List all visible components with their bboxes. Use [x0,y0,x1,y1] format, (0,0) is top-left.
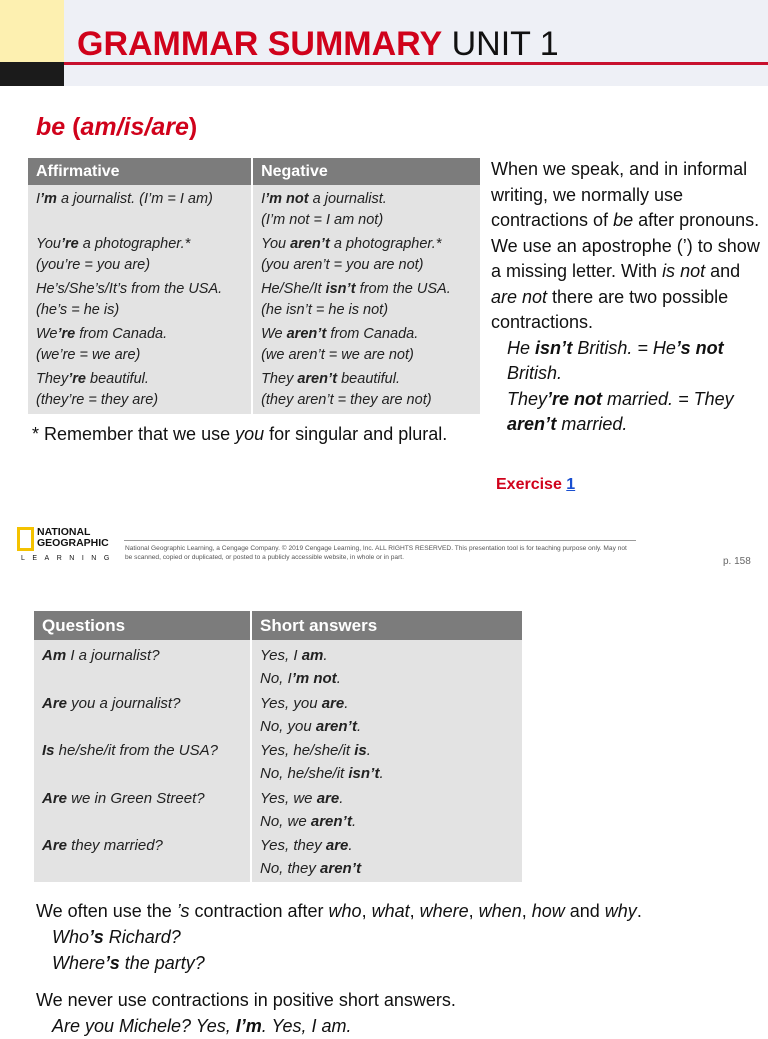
page-number: p. 158 [723,556,751,567]
col-negative: Negative [252,158,480,185]
question-cell: Are we in Green Street? [34,787,251,835]
wh-example-2: Where’s the party? [52,953,205,973]
affirmative-cell: They’re beautiful. (they’re = they are) [28,369,252,414]
section-heading-be [36,112,197,142]
table-row [28,234,480,279]
title-grammar-summary: GRAMMAR SUMMARY [77,25,443,63]
heading-forms: am/is/are [80,113,189,141]
table-row [28,324,480,369]
short-answer-note: We never use contractions in positive short answers. [36,990,456,1010]
table-header-row [34,611,522,640]
question-cell: Am I a journalist? [34,640,251,692]
question-cell: Are they married? [34,834,251,882]
short-answer-example: Are you Michele? Yes, I’m. Yes, I am. [52,1016,352,1036]
title-unit: UNIT 1 [451,25,559,63]
heading-be: be [36,113,66,141]
negative-cell: We aren’t from Canada. (we aren’t = we are not) [261,326,419,363]
question-cell: Is he/she/it from the USA? [34,739,251,787]
col-questions: Questions [34,611,251,640]
logo-line-2: GEOGRAPHIC [37,537,109,549]
logo-line-3: LEARNING [21,555,117,562]
negative-cell: You aren’t a photographer.* (you aren’t = you are not) [261,236,442,273]
contractions-note [491,157,761,438]
note-example-1: He isn’t British. = He’s not British. [507,337,724,383]
affirmative-cell: You’re a photographer.* (you’re = you are) [28,234,252,279]
table-row [34,787,522,835]
footer-divider [124,540,636,541]
answer-cell: Yes, I am. No, I’m not. [260,647,341,687]
affirmative-cell: I’m a journalist. (I’m = I am) [28,185,252,234]
bottom-notes [36,898,756,1039]
remember-note: * Remember that we use you for singular and plural. [32,424,448,444]
negative-cell: He/She/It isn’t from the USA. (he isn’t = he is not) [261,281,451,318]
table-row [28,279,480,324]
affirmative-cell: He’s/She’s/It’s from the USA. (he’s = he is) [28,279,252,324]
exercise-label: Exercise [496,476,567,493]
note-paragraph: When we speak, and in informal writing, we normally use contractions of be after pronouns. We use an apostrophe (’) to show a missing letter. With is not and are not there are two possible contractions. [491,159,760,332]
questions-short-answers-table [34,611,522,882]
table-row [34,834,522,882]
legal-notice: National Geographic Learning, a Cengage Company. © 2019 Cengage Learning, Inc. ALL RIGHTS RESERVED. This presentation tool is for teaching purpose only. May not be scanned, copied or duplicated, or posted to a publicly accessible website, in whole or in part. [125,545,627,561]
negative-cell: They aren’t beautiful. (they aren’t = they are not) [261,371,432,408]
heading-open: ( [65,113,81,141]
header-accent-yellow [0,0,64,62]
table-row [28,369,480,414]
affirmative-negative-table [28,158,480,414]
exercise-reference [496,476,575,494]
heading-close: ) [188,113,198,141]
answer-cell: Yes, you are. No, you aren’t. [260,694,362,735]
answer-cell: Yes, he/she/it is. No, he/she/it isn’t. [260,742,384,782]
header-accent-black [0,62,64,86]
col-affirmative: Affirmative [28,158,252,185]
table-row [34,640,522,692]
yellow-frame-icon [17,527,34,551]
table-header-row [28,158,480,185]
wh-example-1: Who’s Richard? [52,927,181,947]
negative-cell: I’m not a journalist. (I’m not = I am not) [261,191,387,228]
page-title [77,24,559,64]
table-row [28,185,480,234]
col-short-answers: Short answers [251,611,522,640]
table-row [34,692,522,740]
answer-cell: Yes, they are. No, they aren’t [260,837,362,877]
answer-cell: Yes, we are. No, we aren’t. [260,789,357,830]
note-example-2: They’re not married. = They aren’t married. [507,388,734,434]
table-row [34,739,522,787]
question-cell: Are you a journalist? [34,692,251,740]
logo-line-1: NATIONAL [37,526,91,538]
exercise-link[interactable]: 1 [566,476,576,493]
affirmative-cell: We’re from Canada. (we’re = we are) [28,324,252,369]
contraction-after-wh-note: We often use the ’s contraction after who, what, where, when, how and why. [36,901,642,921]
